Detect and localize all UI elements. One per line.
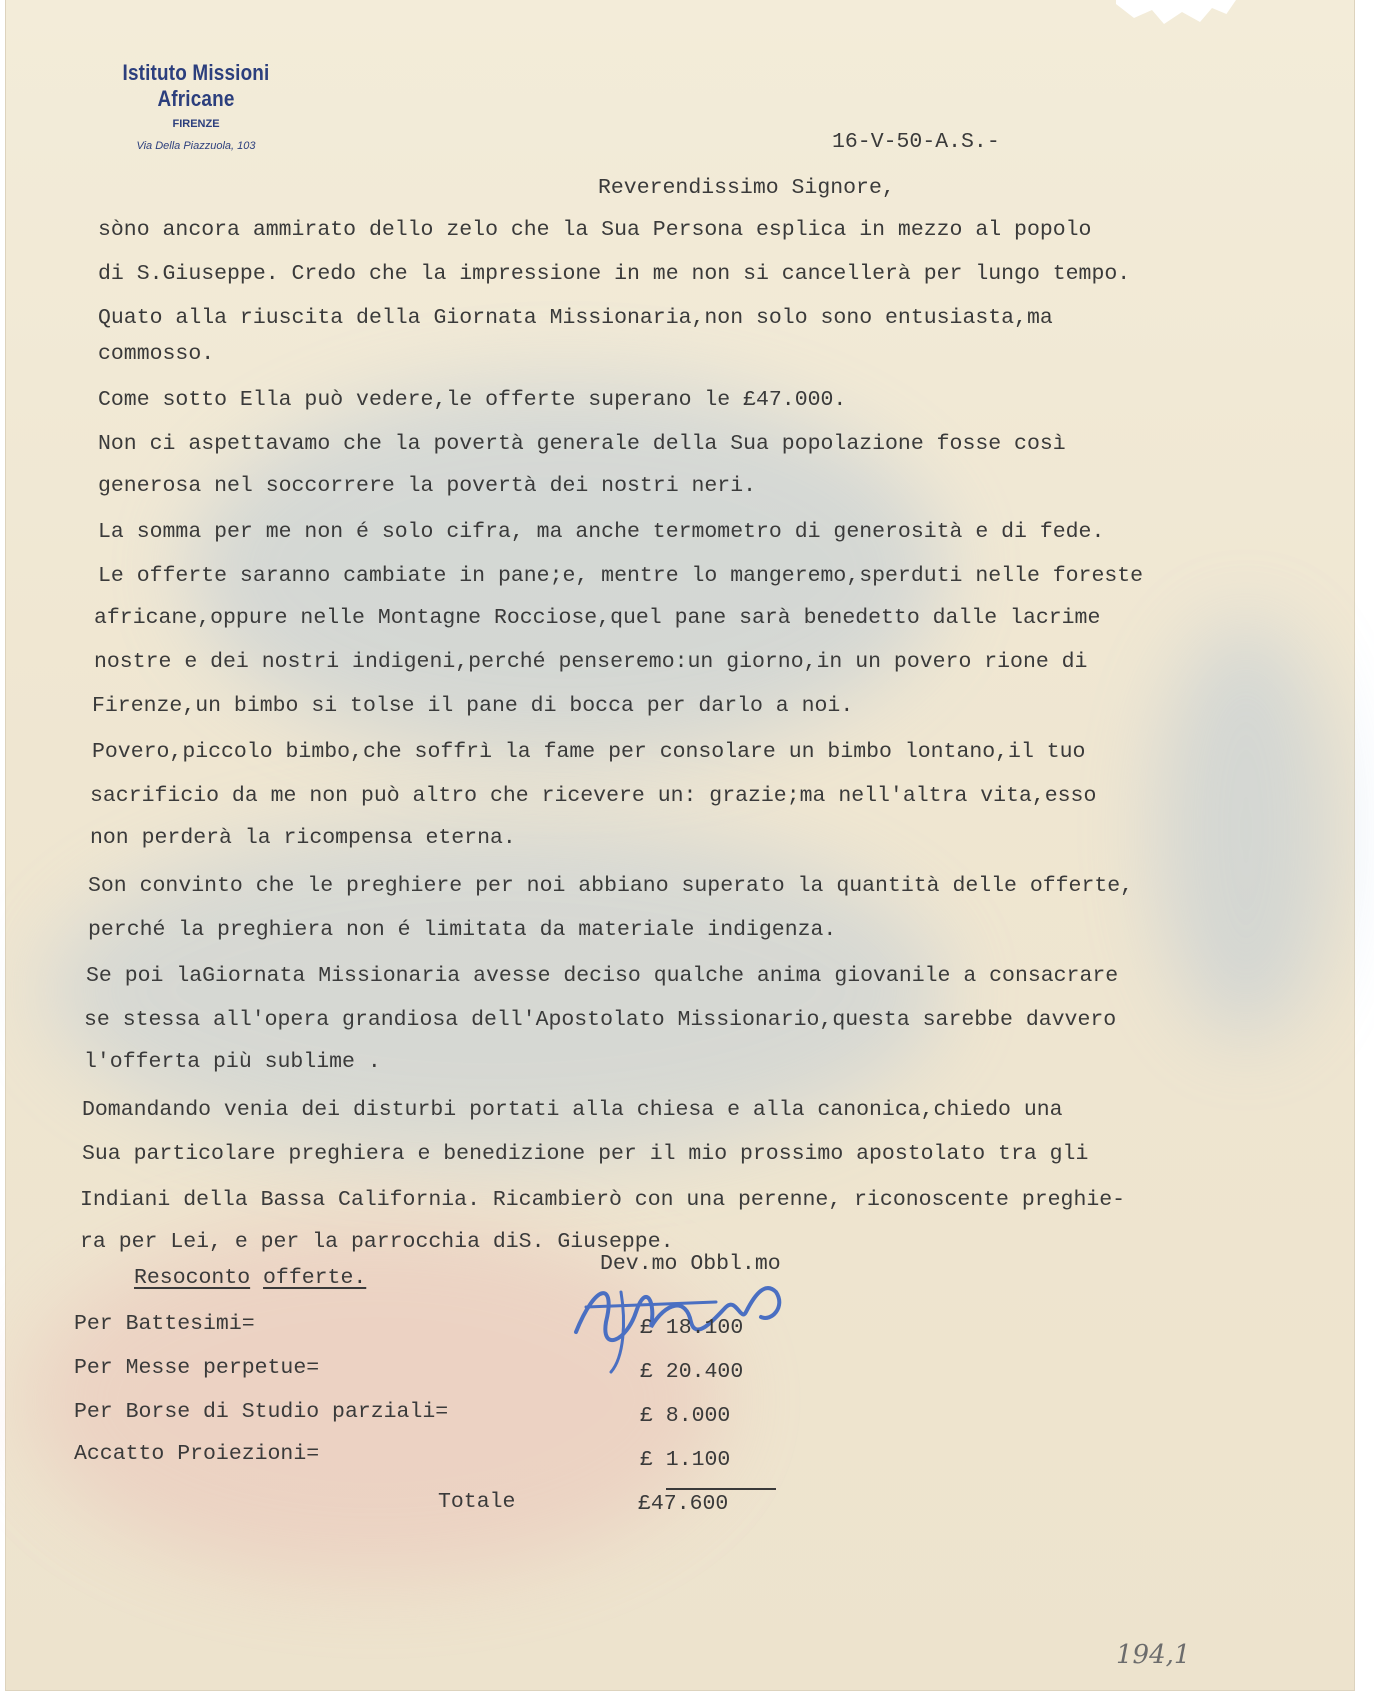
body-line: commosso. — [98, 342, 215, 366]
body-line: Non ci aspettavamo che la povertà generale della Sua popolazione fosse così — [98, 432, 1066, 456]
report-heading-word-1: Resoconto — [134, 1266, 251, 1290]
body-line: generosa nel soccorrere la povertà dei nostri neri. — [98, 474, 757, 498]
salutation: Reverendissimo Signore, — [598, 176, 895, 200]
report-item-label: Per Battesimi= — [74, 1312, 255, 1336]
body-line: sacrificio da me non può altro che ricevere un: grazie;ma nell'altra vita,esso — [90, 784, 1097, 808]
torn-corner — [1116, 0, 1236, 40]
body-line: Le offerte saranno cambiate in pane;e, mentre lo mangeremo,sperduti nelle foreste — [98, 564, 1144, 588]
report-item-label: Per Messe perpetue= — [74, 1356, 320, 1380]
report-heading-word-2: offerte. — [263, 1266, 367, 1290]
body-line: sòno ancora ammirato dello zelo che la Sua Persona esplica in mezzo al popolo — [98, 218, 1092, 242]
institute-name: Istituto Missioni Africane — [122, 60, 270, 111]
body-line: Povero,piccolo bimbo,che soffrì la fame per consolare un bimbo lontano,il tuo — [92, 740, 1086, 764]
body-line: africane,oppure nelle Montagne Rocciose,quel pane sarà benedetto dalle lacrime — [94, 606, 1101, 630]
body-line: Son convinto che le preghiere per noi abbiano superato la quantità delle offerte, — [88, 874, 1134, 898]
body-line: ra per Lei, e per la parrocchia diS. Giuseppe. — [80, 1230, 674, 1254]
letterhead-address: Via Della Piazzuola, 103 — [136, 140, 256, 152]
total-rule — [666, 1488, 776, 1490]
ink-bleed-blue-3 — [1156, 620, 1336, 1040]
body-line: non perderà la ricompensa eterna. — [90, 826, 516, 850]
closing-formula: Dev.mo Obbl.mo — [600, 1252, 781, 1276]
body-line: nostre e dei nostri indigeni,perché penseremo:un giorno,in un povero rione di — [94, 650, 1088, 674]
body-line: se stessa all'opera grandiosa dell'Apostolato Missionario,questa sarebbe davvero — [84, 1008, 1117, 1032]
report-item-label: Per Borse di Studio parziali= — [74, 1400, 449, 1424]
report-heading — [134, 1266, 366, 1290]
body-line: Sua particolare preghiera e benedizione per il mio prossimo apostolato tra gli — [82, 1142, 1089, 1166]
body-line: di S.Giuseppe. Credo che la impressione in me non si cancellerà per lungo tempo. — [98, 262, 1131, 286]
report-item-amount: £ 8.000 — [640, 1404, 731, 1428]
body-line: perché la preghiera non é limitata da materiale indigenza. — [88, 918, 837, 942]
report-item-amount: £ 1.100 — [640, 1448, 731, 1472]
report-item-amount: £ 18.100 — [640, 1316, 744, 1340]
body-line: Indiani della Bassa California. Ricambierò con una perenne, riconoscente preghie- — [80, 1188, 1126, 1212]
letter-date: 16-V-50-A.S.- — [832, 130, 1000, 154]
report-item-amount: £ 20.400 — [640, 1360, 744, 1384]
archive-number: 194,1 — [1116, 1640, 1191, 1670]
body-line: La somma per me non é solo cifra, ma anche termometro di generosità e di fede. — [98, 520, 1105, 544]
letter-sheet — [6, 0, 1354, 1690]
report-item-label: Accatto Proiezioni= — [74, 1442, 320, 1466]
total-label: Totale — [438, 1490, 516, 1514]
total-amount: £47.600 — [638, 1492, 729, 1516]
letterhead — [66, 60, 326, 152]
body-line: Quato alla riuscita della Giornata Missionaria,non solo sono entusiasta,ma — [98, 306, 1053, 330]
body-line: Come sotto Ella può vedere,le offerte superano le £47.000. — [98, 388, 847, 412]
body-line: Se poi laGiornata Missionaria avesse deciso qualche anima giovanile a consacrare — [86, 964, 1119, 988]
letterhead-city: FIRENZE — [172, 118, 220, 130]
body-line: Domandando venia dei disturbi portati alla chiesa e alla canonica,chiedo una — [82, 1098, 1063, 1122]
body-line: l'offerta più sublime . — [84, 1050, 381, 1074]
body-line: Firenze,un bimbo si tolse il pane di bocca per darlo a noi. — [92, 694, 854, 718]
